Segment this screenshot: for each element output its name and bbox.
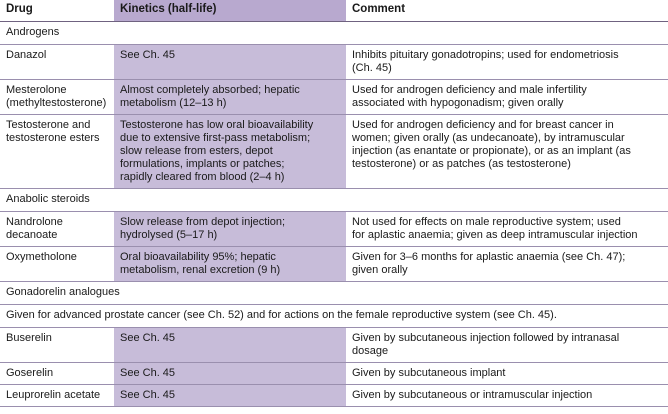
header-kinetics: Kinetics (half-life) [114, 0, 346, 22]
table-row [0, 115, 668, 189]
kinetics-cell [114, 80, 346, 115]
drug-cell [0, 247, 114, 282]
kinetics-line: hydrolysed (5–17 h) [120, 229, 218, 241]
kinetics-cell [114, 45, 346, 80]
section-label: Androgens [0, 22, 668, 45]
drug-line: testosterone esters [6, 132, 100, 144]
kinetics-line: metabolism (12–13 h) [120, 97, 227, 109]
section-row [0, 305, 668, 328]
section-row [0, 189, 668, 212]
section-note: Given for advanced prostate cancer (see Ch. 52) and for actions on the female reproductive system (see Ch. 45). [0, 305, 668, 328]
drug-line: Nandrolone [6, 216, 63, 228]
kinetics-cell [114, 115, 346, 189]
section-row [0, 22, 668, 45]
comment-line: Given by subcutaneous implant [352, 367, 506, 379]
drug-cell [0, 212, 114, 247]
kinetics-cell [114, 247, 346, 282]
comment-line: dosage [352, 345, 389, 357]
comment-cell [346, 247, 668, 282]
kinetics-line: See Ch. 45 [120, 389, 176, 401]
drug-line: Mesterolone [6, 84, 67, 96]
kinetics-line: See Ch. 45 [120, 49, 176, 61]
table-row [0, 80, 668, 115]
drug-cell [0, 385, 114, 407]
drug-line: Goserelin [6, 367, 54, 379]
drug-line: Danazol [6, 49, 47, 61]
comment-line: Given by subcutaneous or intramuscular injection [352, 389, 593, 401]
drug-cell [0, 115, 114, 189]
kinetics-line: Slow release from depot injection; [120, 216, 286, 228]
drug-cell [0, 363, 114, 385]
kinetics-cell [114, 385, 346, 407]
comment-line: (Ch. 45) [352, 62, 392, 74]
comment-line: testosterone) or as patches (as testosterone) [352, 158, 571, 170]
kinetics-line: Oral bioavailability 95%; hepatic [120, 251, 276, 263]
drug-line: Buserelin [6, 332, 52, 344]
drug-cell [0, 80, 114, 115]
comment-line: Not used for effects on male reproductive system; used [352, 216, 621, 228]
drug-line: (methyltestosterone) [6, 97, 107, 109]
header-comment: Comment [346, 0, 668, 22]
table-row [0, 328, 668, 363]
comment-line: associated with hypogonadism; given orally [352, 97, 564, 109]
comment-cell [346, 328, 668, 363]
kinetics-line: See Ch. 45 [120, 367, 176, 379]
table-header-row [0, 0, 668, 22]
table-row [0, 247, 668, 282]
drug-cell [0, 45, 114, 80]
kinetics-line: Testosterone has low oral bioavailability [120, 119, 314, 131]
kinetics-line: formulations, implants or patches; [120, 158, 285, 170]
drug-line: Leuprorelin acetate [6, 389, 101, 401]
kinetics-cell [114, 328, 346, 363]
comment-cell [346, 115, 668, 189]
header-drug: Drug [0, 0, 114, 22]
drug-line: decanoate [6, 229, 58, 241]
comment-cell [346, 45, 668, 80]
comment-cell [346, 80, 668, 115]
table-row [0, 385, 668, 407]
comment-line: Given by subcutaneous injection followed by intranasal [352, 332, 620, 344]
table-row [0, 45, 668, 80]
comment-cell [346, 212, 668, 247]
kinetics-line: due to extensive first-pass metabolism; [120, 132, 311, 144]
kinetics-line: See Ch. 45 [120, 332, 176, 344]
kinetics-line: slow release from esters, depot [120, 145, 273, 157]
kinetics-line: Almost completely absorbed; hepatic [120, 84, 300, 96]
kinetics-cell [114, 363, 346, 385]
kinetics-line: rapidly cleared from blood (2–4 h) [120, 171, 285, 183]
section-label: Gonadorelin analogues [0, 282, 668, 305]
comment-line: injection (as enantate or propionate), or as an implant (as [352, 145, 631, 157]
section-row [0, 282, 668, 305]
comment-line: for aplastic anaemia; given as deep intramuscular injection [352, 229, 638, 241]
comment-line: Used for androgen deficiency and male infertility [352, 84, 587, 96]
drug-line: Testosterone and [6, 119, 91, 131]
drug-cell [0, 328, 114, 363]
drug-line: Oxymetholone [6, 251, 77, 263]
comment-line: given orally [352, 264, 408, 276]
kinetics-cell [114, 212, 346, 247]
comment-cell [346, 363, 668, 385]
comment-line: women; given orally (as undecanoate), by intramuscular [352, 132, 625, 144]
comment-line: Inhibits pituitary gonadotropins; used for endometriosis [352, 49, 619, 61]
table-row [0, 363, 668, 385]
comment-cell [346, 385, 668, 407]
comment-line: Given for 3–6 months for aplastic anaemia (see Ch. 47); [352, 251, 626, 263]
table-row [0, 212, 668, 247]
comment-line: Used for androgen deficiency and for breast cancer in [352, 119, 614, 131]
kinetics-line: metabolism, renal excretion (9 h) [120, 264, 281, 276]
section-label: Anabolic steroids [0, 189, 668, 212]
